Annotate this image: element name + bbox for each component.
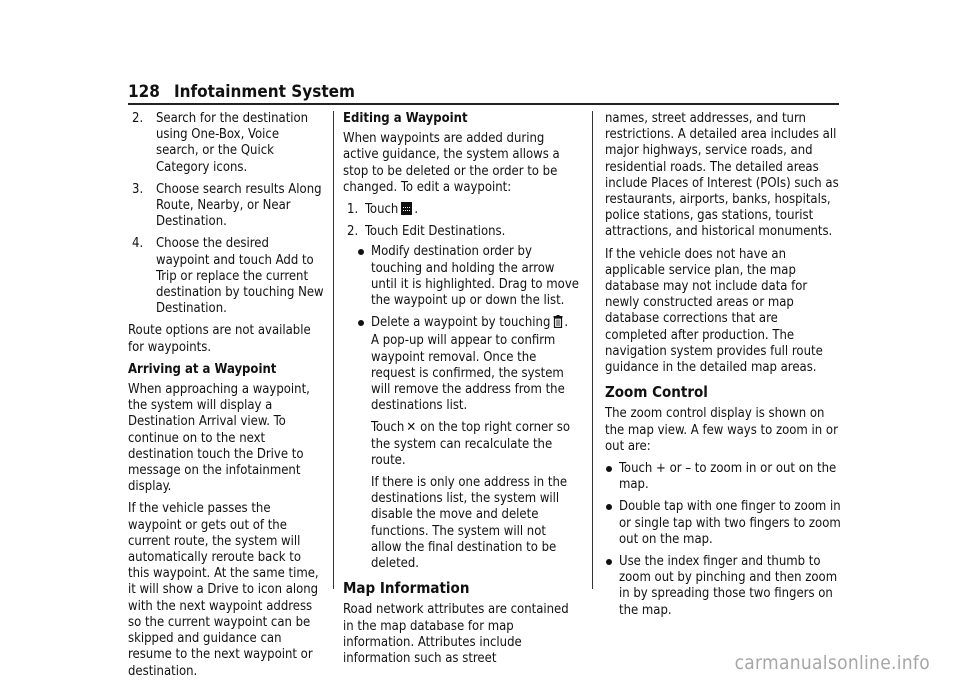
trash-icon [553, 315, 563, 328]
menu-icon [401, 202, 412, 215]
bullet-dot [606, 559, 612, 565]
popup-confirm-paragraph: A pop-up will appear to confirm waypoint removal. Once the request is confirmed, the system will remove the address from the destinations list. [371, 333, 565, 414]
heading-map-information: Map Information [343, 579, 470, 598]
page-number: 128 [128, 82, 160, 102]
arriving-paragraph-2: If the vehicle passes the waypoint or gets out of the current route, the system will automatically reroute back to this waypoint. At the same time, it will show a Drive to icon along with the next waypoint address so the current waypoint can be skipped and guidance can resume to the next waypoint or destination. [128, 501, 319, 679]
heading-zoom-control: Zoom Control [605, 383, 708, 402]
numbered-step [343, 202, 579, 218]
step-text-end: . [414, 202, 419, 218]
bullet-text: Use the index finger and thumb to zoom out by pinching and then zoom in by spreading those two fingers on the map. [619, 554, 838, 618]
map-info-continued-paragraph: names, street addresses, and turn restrictions. A detailed area includes all major highways, service roads, and residential roads. The detailed areas include Places of Interest (POIs) such as restaurants, airports, banks, hospitals, police stations, gas stations, tourist attractions, and historical monuments. [605, 111, 839, 240]
step-number: 4. [132, 236, 144, 252]
bullet-text: Double tap with one finger to zoom in or single tap with two fingers to zoom out on the map. [619, 499, 841, 547]
bullet-dot [358, 249, 364, 255]
touch-close-paragraph [357, 420, 579, 469]
heading-arriving-at-waypoint: Arriving at a Waypoint [128, 361, 277, 377]
column-2 [343, 111, 579, 673]
bullet-item [605, 499, 841, 548]
numbered-step [343, 224, 579, 240]
service-plan-paragraph: If the vehicle does not have an applicable service plan, the map database may not include data for newly constructed areas or map database corrections that are completed after production. The navigation system provides full route guidance in the detailed map areas. [605, 246, 823, 376]
step-number: 3. [132, 181, 144, 197]
touch-text: Touch [371, 420, 405, 436]
only-one-address-paragraph: If there is only one address in the destinations list, the system will disable the move and delete functions. The system will not allow the final destination to be deleted. [371, 475, 568, 572]
bullet-text: Touch + or – to zoom in or out on the map. [619, 461, 837, 493]
page-title: Infotainment System [173, 82, 355, 102]
bullet-text-end: . [564, 315, 569, 331]
step-number: 2. [132, 111, 144, 126]
close-x-icon: ✕ [406, 420, 417, 436]
bullet-text: Delete a waypoint by touching [371, 315, 551, 331]
heading-editing-waypoint: Editing a Waypoint [343, 111, 468, 126]
watermark: carmanualsonline.info [734, 652, 930, 674]
map-information-paragraph: Road network attributes are contained in the map database for map information. Attributes include information such as street [343, 602, 569, 667]
editing-paragraph: When waypoints are added during active guidance, the system allows a stop to be deleted or the order to be changed. To edit a waypoint: [343, 131, 560, 195]
numbered-step [128, 236, 324, 317]
zoom-paragraph: The zoom control display is shown on the map view. A few ways to zoom in or out are: [605, 406, 838, 454]
bullet-item [605, 554, 841, 619]
step-text: Choose the desired waypoint and touch Add to Trip or replace the current destination by touching New Destination. [156, 236, 324, 317]
column-3 [605, 111, 841, 625]
arriving-paragraph-1: When approaching a waypoint, the system will display a Destination Arrival view. To continue on to the next destination touch the Drive to message on the infotainment display. [128, 382, 310, 495]
bullet-text: Modify destination order by touching and holding the arrow until it is highlighted. Drag to move the waypoint up or down the list. [371, 244, 579, 309]
step-number: 2. [347, 224, 359, 240]
step-number: 1. [347, 202, 359, 218]
column-1 [128, 111, 324, 686]
step-text: Search for the destination using One-Box, Voice search, or the Quick Category icons. [156, 111, 309, 175]
route-options-paragraph: Route options are not available for waypoints. [128, 323, 311, 355]
column-divider-1 [333, 111, 334, 589]
column-divider-2 [592, 111, 593, 589]
touch-text-rest: on the top right corner so the system can recalculate the route. [371, 420, 570, 468]
step-text: Choose search results Along Route, Nearby, or Near Destination. [156, 181, 322, 230]
step-text: Touch [365, 202, 399, 218]
bullet-dot [358, 320, 364, 326]
step-2-bullets [343, 244, 579, 572]
numbered-step [128, 111, 324, 176]
bullet-item [605, 461, 841, 493]
header-rule [128, 103, 839, 105]
bullet-dot [606, 504, 612, 510]
bullet-item [357, 315, 579, 331]
bullet-item [357, 244, 579, 309]
step-text: Touch Edit Destinations. [365, 224, 506, 240]
bullet-dot [606, 466, 612, 472]
numbered-step [128, 182, 324, 231]
